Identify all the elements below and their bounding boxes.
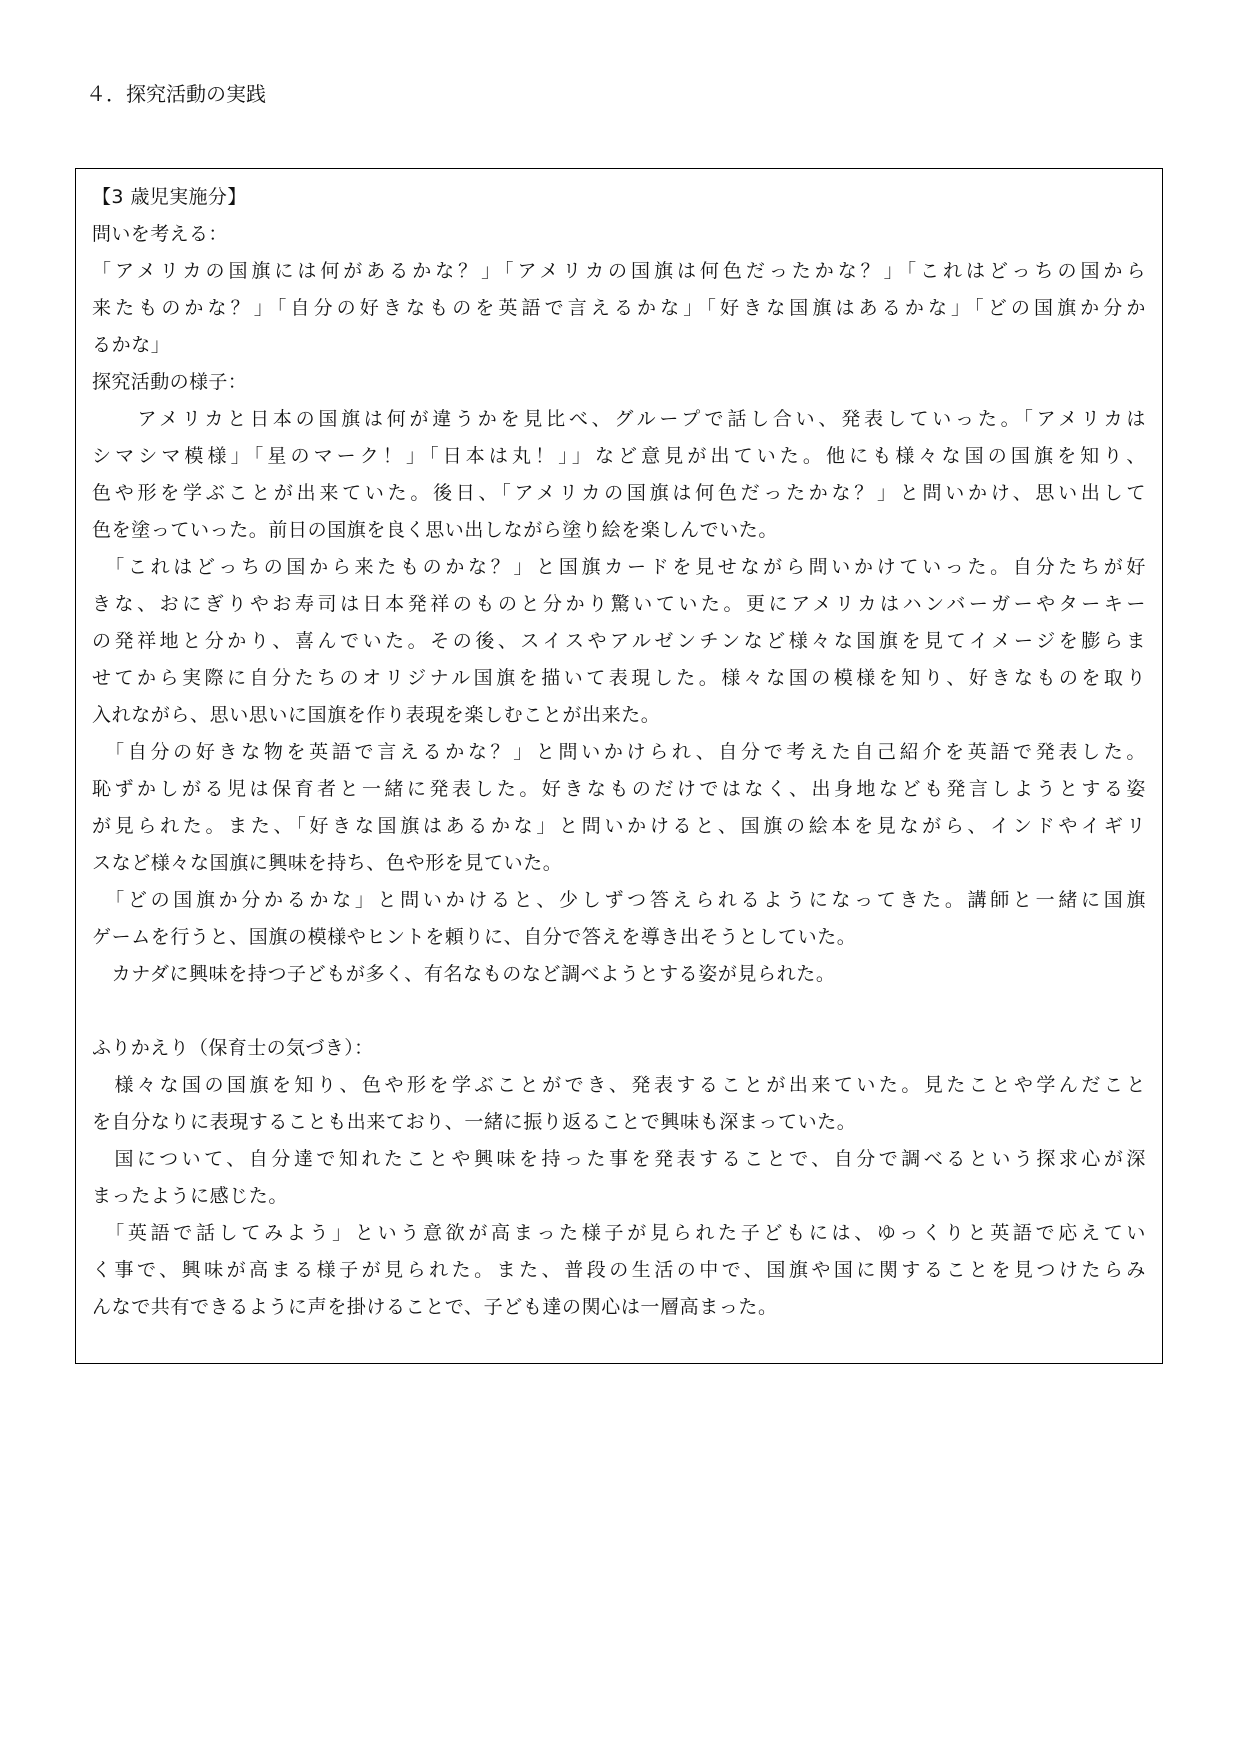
activity-line: が見られた。また、「好きな国旗はあるかな」と問いかけると、国旗の絵本を見ながら、インドやイギリ bbox=[92, 815, 1146, 837]
activity-heading: 探究活動の様子： bbox=[92, 371, 248, 393]
reflection-section bbox=[92, 1067, 1146, 1326]
report-box bbox=[75, 168, 1163, 1364]
spacer bbox=[92, 993, 1146, 1030]
questions-heading: 問いを考える： bbox=[92, 223, 228, 245]
questions-line: 「アメリカの国旗には何があるかな？」「アメリカの国旗は何色だったかな？」「これはどっちの国から bbox=[92, 260, 1146, 282]
activity-line: シマシマ模様」「星のマーク！」「日本は丸！」」など意見が出ていた。他にも様々な国の国旗を知り、 bbox=[92, 445, 1146, 467]
activity-line: スなど様々な国旗に興味を持ち、色や形を見ていた。 bbox=[92, 852, 563, 874]
activity-line: 色を塗っていった。前日の国旗を良く思い出しながら塗り絵を楽しんでいた。 bbox=[92, 519, 779, 541]
reflection-heading: ふりかえり（保育士の気づき）： bbox=[92, 1037, 374, 1059]
activity-line: 「どの国旗か分かるかな」と問いかけると、少しずつ答えられるようになってきた。講師と一緒に国旗 bbox=[92, 889, 1146, 911]
reflection-line: を自分なりに表現することも出来ており、一緒に振り返ることで興味も深まっていた。 bbox=[92, 1111, 857, 1133]
reflection-line: 様々な国の国旗を知り、色や形を学ぶことができ、発表することが出来ていた。見たことや学んだこと bbox=[92, 1074, 1146, 1096]
activity-line: カナダに興味を持つ子どもが多く、有名なものなど調べようとする姿が見られた。 bbox=[92, 963, 836, 985]
page-heading: ４．探究活動の実践 bbox=[86, 82, 266, 106]
activity-section bbox=[92, 401, 1146, 993]
reflection-line: まったように感じた。 bbox=[92, 1185, 289, 1207]
activity-line: 恥ずかしがる児は保育者と一緒に発表した。好きなものだけではなく、出身地なども発言しようとする姿 bbox=[92, 778, 1146, 800]
activity-line: の発祥地と分かり、喜んでいた。その後、スイスやアルゼンチンなど様々な国旗を見てイメージを膨らま bbox=[92, 630, 1146, 652]
activity-line: 入れながら、思い思いに国旗を作り表現を楽しむことが出来た。 bbox=[92, 704, 661, 726]
reflection-line: 「英語で話してみよう」という意欲が高まった様子が見られた子どもには、ゆっくりと英語で応えてい bbox=[92, 1222, 1146, 1244]
activity-line: ゲームを行うと、国旗の模様やヒントを頼りに、自分で答えを導き出そうとしていた。 bbox=[92, 926, 857, 948]
reflection-line: く事で、興味が高まる様子が見られた。また、普段の生活の中で、国旗や国に関することを見つけたらみ bbox=[92, 1259, 1146, 1281]
reflection-line: 国について、自分達で知れたことや興味を持った事を発表することで、自分で調べるという探求心が深 bbox=[92, 1148, 1146, 1170]
activity-line: せてから実際に自分たちのオリジナル国旗を描いて表現した。様々な国の模様を知り、好きなものを取り bbox=[92, 667, 1146, 689]
activity-line: 「自分の好きな物を英語で言えるかな？」と問いかけられ、自分で考えた自己紹介を英語で発表した。 bbox=[92, 741, 1146, 763]
questions-line: るかな」 bbox=[92, 334, 171, 356]
activity-line: 色や形を学ぶことが出来ていた。後日、「アメリカの国旗は何色だったかな？」と問いかけ、思い出して bbox=[92, 482, 1146, 504]
activity-line: きな、おにぎりやお寿司は日本発祥のものと分かり驚いていた。更にアメリカはハンバーガーやターキー bbox=[92, 593, 1146, 615]
reflection-line: んなで共有できるように声を掛けることで、子ども達の関心は一層高まった。 bbox=[92, 1296, 778, 1318]
activity-line: アメリカと日本の国旗は何が違うかを見比べ、グループで話し合い、発表していった。「アメリカは bbox=[92, 408, 1146, 430]
questions-section bbox=[92, 253, 1146, 364]
questions-line: 来たものかな？」「自分の好きなものを英語で言えるかな」「好きな国旗はあるかな」「どの国旗か分か bbox=[92, 297, 1146, 319]
activity-line: 「これはどっちの国から来たものかな？」と国旗カードを見せながら問いかけていった。自分たちが好 bbox=[92, 556, 1146, 578]
group-label: 【3 歳児実施分】 bbox=[92, 186, 247, 208]
